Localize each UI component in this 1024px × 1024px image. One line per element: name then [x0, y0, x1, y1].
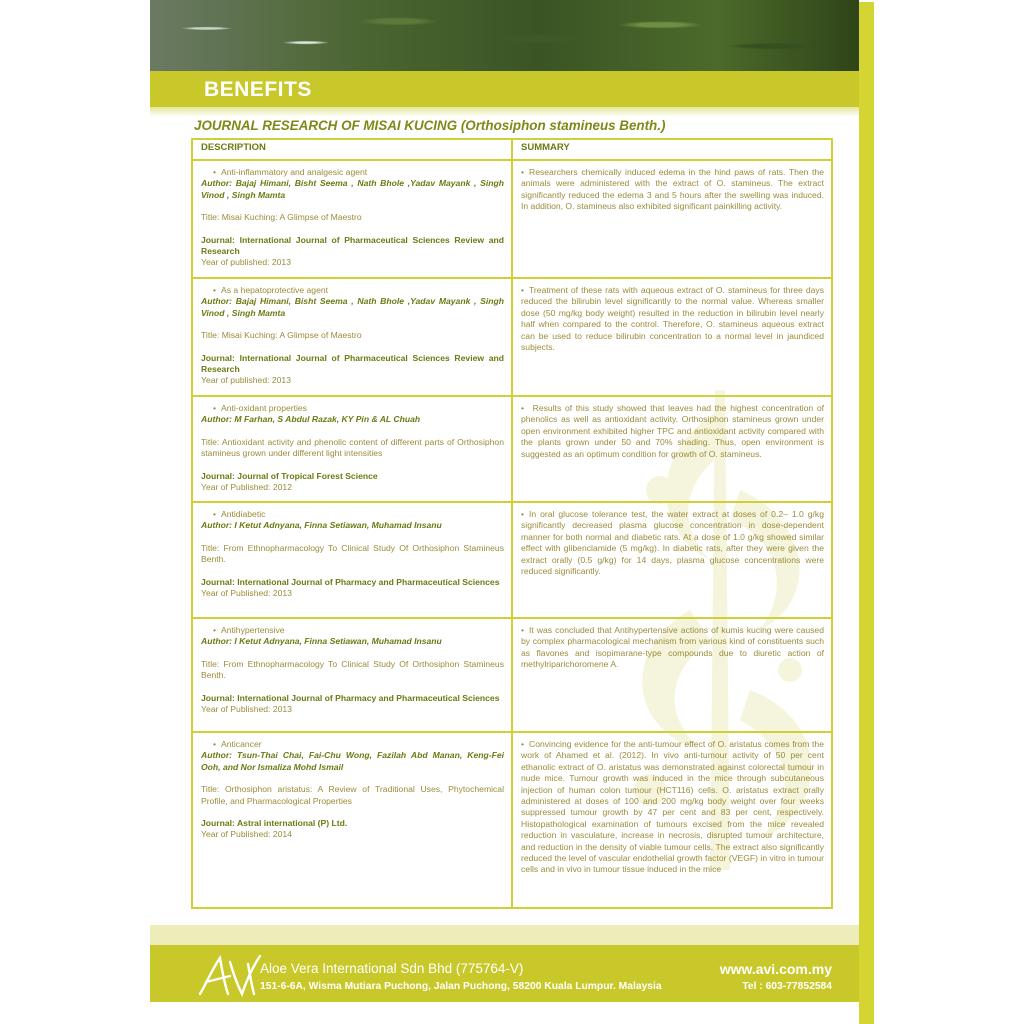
company-name: Aloe Vera International Sdn Bhd (775764-V): [260, 961, 524, 976]
journal-research-heading: JOURNAL RESEARCH OF MISAI KUCING (Orthosiphon stamineus Benth.): [194, 118, 666, 133]
paper-title: Title: Orthosiphon aristatus: A Review of Traditional Uses, Phytochemical Profile, and Pharmacological Properties: [201, 784, 504, 806]
journal-name: Journal: International Journal of Pharmacy and Pharmaceutical Sciences: [201, 576, 500, 587]
publish-year: Year of Published: 2012: [201, 482, 292, 493]
summary-text: In oral glucose tolerance test, the water extract at doses of 0.2– 1.0 g/kg significantly decreased plasma glucose concentration in dose-dependent manner for both normal and diabetic rats. At a dose of 1.0 g/kg showed similar effect with glibenclamide (5 mg/kg). In diabetic rats, after they were given the extract orally (0.5 g/kg) for 14 days, plasma glucose concentrations were reduced significantly.: [521, 509, 824, 577]
publish-year: Year of Published: 2013: [201, 704, 292, 715]
summary-cell: [512, 396, 832, 502]
description-cell: [192, 502, 512, 618]
publish-year: Year of published: 2013: [201, 257, 291, 268]
summary-cell: [512, 732, 832, 908]
benefit-label: Anticancer: [221, 739, 262, 749]
bullet-icon: •: [213, 285, 217, 295]
summary-cell: [512, 618, 832, 732]
table-row: [192, 278, 832, 396]
journal-name: Journal: International Journal of Pharmacy and Pharmaceutical Sciences: [201, 692, 500, 703]
summary-cell: [512, 502, 832, 618]
company-address: 151-6-6A, Wisma Mutiara Puchong, Jalan Puchong, 58200 Kuala Lumpur. Malaysia: [260, 981, 662, 992]
journal-name: Journal: International Journal of Pharmaceutical Sciences Review and Research: [201, 352, 504, 375]
header-photo: [150, 0, 859, 71]
author-text: Author: Bajaj Himani, Bisht Seema , Nath Bhole ,Yadav Mayank , Singh Vinod , Singh Mamta: [201, 178, 504, 200]
publish-year: Year of Published: 2013: [201, 588, 292, 599]
table-row: [192, 502, 832, 618]
table-row: [192, 618, 832, 732]
header-band-shadow: [150, 107, 859, 117]
benefit-label: Antidiabetic: [221, 509, 266, 519]
bullet-icon: •: [521, 403, 525, 413]
benefit-item: [201, 285, 504, 296]
telephone-number: Tel : 603-77852584: [742, 981, 832, 992]
summary-cell: [512, 278, 832, 396]
page-title: BENEFITS: [204, 78, 312, 101]
column-header-description: DESCRIPTION: [192, 139, 512, 160]
description-cell: [192, 732, 512, 908]
benefit-item: [201, 739, 504, 750]
paper-title: Title: Misai Kuching: A Glimpse of Maestro: [201, 212, 362, 223]
bullet-icon: •: [521, 739, 525, 749]
benefit-label: Antihypertensive: [221, 625, 285, 635]
table-row: [192, 732, 832, 908]
publish-year: Year of published: 2013: [201, 375, 291, 386]
description-cell: [192, 160, 512, 278]
bullet-icon: •: [521, 625, 525, 635]
paper-title: Title: From Ethnopharmacology To Clinical Study Of Orthosiphon Stamineus Benth.: [201, 658, 504, 681]
benefit-label: As a hepatoprotective agent: [221, 285, 329, 295]
summary-text: Researchers chemically induced edema in the hind paws of rats. Then the animals were administered with the extract of O. stamineus. The extract significantly reduced the edema 3 and 5 hours after the swelling was induced. In addition, O. stamineus also exhibited significant painkilling activity.: [521, 167, 824, 212]
bullet-icon: •: [521, 167, 525, 177]
brochure-page: [150, 0, 859, 1002]
author-text: Author: Tsun-Thai Chai, Fai-Chu Wong, Fazilah Abd Manan, Keng-Fei Ooh, and Nor Ismaliza Mohd Ismail: [201, 750, 504, 772]
author-text: Author: Bajaj Himani, Bisht Seema , Nath Bhole ,Yadav Mayank , Singh Vinod , Singh Mamta: [201, 296, 504, 318]
author-text: Author: I Ketut Adnyana, Finna Setiawan, Muhamad Insanu: [201, 636, 442, 647]
summary-text: Convincing evidence for the anti-tumour effect of O. aristatus comes from the work of Ahamed et al. (2012). In vivo anti-tumour activity of 50 per cent ethanolic extract of O. aristatus was demonstrated against colorectal tumour in nude mice. Tumour growth was induced in the mice through subcutaneous injection of human colon tumour (HCT116) cells. O. aristatus extract orally administered at doses of 100 and 200 mg/kg body weight over four weeks suppressed tumour growth by 47 per cent and 83 per cent, respectively. Histopathological examination of tumours excised from the mice revealed reduction in vasculature, increase in necrosis, disrupted tumour architecture, and reduction in the density of viable tumour cells. The extract also significantly reduced the level of vascular endothelial growth factor (VEGF) in vitro in tumour cells and in vivo in tumour tissue induced in the mice: [521, 739, 824, 875]
paper-title: Title: Misai Kuching: A Glimpse of Maestro: [201, 330, 362, 341]
website-link[interactable]: www.avi.com.my: [719, 961, 832, 977]
footer-strip: [150, 925, 859, 945]
journal-name: Journal: International Journal of Pharmaceutical Sciences Review and Research: [201, 234, 504, 257]
description-cell: [192, 278, 512, 396]
benefit-item: [201, 403, 504, 414]
column-header-summary: SUMMARY: [512, 139, 832, 160]
table-row: [192, 160, 832, 278]
benefit-item: [201, 509, 504, 520]
summary-text: Results of this study showed that leaves had the highest concentration of phenolics as well as antioxidant activity. Orthosiphon stamineus grown under open environment exhibited higher TPC and antioxidant activity compared with the plants grown under 50 and 70% shading. Thus, open environment is suggested as an optimum condition for growth of O. stamineus.: [521, 403, 824, 459]
paper-title: Title: Antioxidant activity and phenolic content of different parts of Orthosiphon stamineus grown under different light intensities: [201, 436, 504, 459]
bullet-icon: •: [213, 167, 217, 177]
description-cell: [192, 618, 512, 732]
journal-name: Journal: Journal of Tropical Forest Science: [201, 470, 378, 481]
bullet-icon: •: [213, 509, 217, 519]
avi-logo-icon: [194, 950, 266, 1000]
summary-text: It was concluded that Antihypertensive actions of kumis kucing were caused by complex pharmacological mechanism from various kind of constituents such as flavones and isopimarane-type compounds due to diuretic action of methylriparichoromene A.: [521, 625, 824, 670]
paper-title: Title: From Ethnopharmacology To Clinical Study Of Orthosiphon Stamineus Benth.: [201, 542, 504, 565]
benefit-label: Anti-oxidant properties: [221, 403, 307, 413]
research-table: [191, 138, 833, 909]
benefit-label: Anti-inflammatory and analgesic agent: [221, 167, 368, 177]
bullet-icon: •: [521, 285, 525, 295]
benefit-item: [201, 625, 504, 636]
table-row: [192, 396, 832, 502]
bullet-icon: •: [521, 509, 525, 519]
author-text: Author: I Ketut Adnyana, Finna Setiawan, Muhamad Insanu: [201, 520, 442, 531]
publish-year: Year of Published: 2014: [201, 829, 292, 840]
page-edge-shadow: [859, 2, 874, 1024]
summary-text: Treatment of these rats with aqueous extract of O. stamineus for three days reduced the bilirubin level significantly to the normal value. Whereas smaller dose (50 mg/kg body weight) resulted in the reduction in bilirubin level nearly half when compared to the control. Therefore, O. stamineus aqueous extract can be used to reduce bilirubin concentration to a normal level in jaundiced subjects.: [521, 285, 824, 353]
journal-name: Journal: Astral international (P) Ltd.: [201, 818, 348, 829]
author-text: Author: M Farhan, S Abdul Razak, KY Pin & AL Chuah: [201, 414, 421, 425]
benefit-item: [201, 167, 504, 178]
bullet-icon: •: [213, 625, 217, 635]
bullet-icon: •: [213, 739, 217, 749]
table-header-row: [192, 139, 832, 160]
description-cell: [192, 396, 512, 502]
summary-cell: [512, 160, 832, 278]
bullet-icon: •: [213, 403, 217, 413]
